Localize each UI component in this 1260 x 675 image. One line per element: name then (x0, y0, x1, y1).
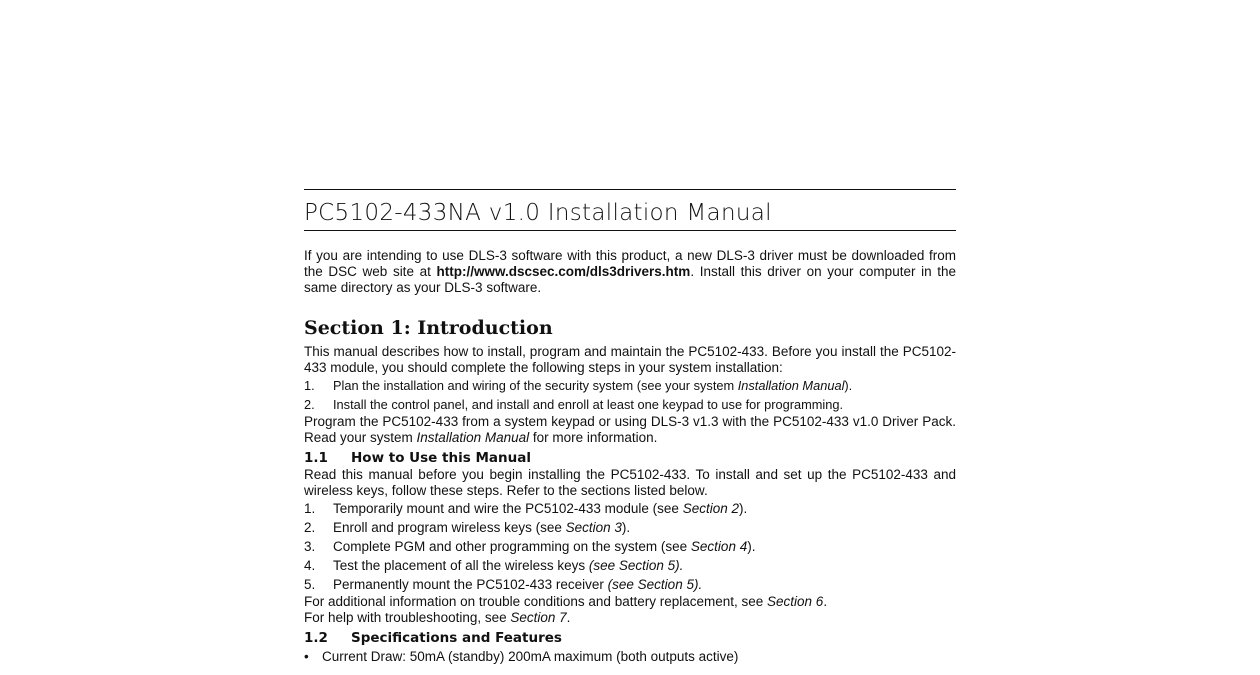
driver-download-link[interactable]: http://www.dscsec.com/dls3drivers.htm (436, 264, 691, 279)
list-item: 4. Test the placement of all the wireless keys (see Section 5). (304, 558, 684, 573)
dls-driver-notice (304, 248, 956, 296)
subsection-1-2-heading: 1.2 Specifications and Features (304, 630, 562, 646)
list-item: 5. Permanently mount the PC5102-433 receiver (see Section 5). (304, 577, 703, 592)
title-bottom-rule (304, 230, 956, 231)
reference: Section 7 (510, 610, 567, 625)
bullet-icon: • (304, 649, 309, 664)
list-item: 1. Temporarily mount and wire the PC5102-433 module (see Section 2). (304, 501, 748, 516)
setup-steps (304, 499, 956, 594)
reference: Installation Manual (416, 430, 530, 445)
reference: Section 4 (690, 539, 748, 554)
troubleshooting-line: For help with troubleshooting, see Section 7. (304, 610, 571, 625)
section-1-paragraph: This manual describes how to install, program and maintain the PC5102-433. Before you install the PC5102-433 module, you should complete the following steps in your system installation: (304, 344, 956, 375)
document-title: PC5102-433NA v1.0 Installation Manual (304, 200, 772, 226)
reference: Section 3 (565, 520, 622, 535)
list-item: 2. Install the control panel, and install and enroll at least one keypad to use for programming. (304, 397, 844, 412)
reference: (see Section 5). (588, 558, 684, 573)
reference: Section 6 (767, 594, 824, 609)
reference: Installation Manual (737, 378, 845, 393)
spec-bullet: • Current Draw: 50mA (standby) 200mA maximum (both outputs active) (304, 649, 739, 664)
notice-text: If you are intending to use DLS-3 software with this product, a new DLS-3 driver must be downloaded from the DSC web site at (304, 248, 956, 279)
subsection-1-1-heading: 1.1 How to Use this Manual (304, 450, 531, 466)
notice-text-end: . Install this driver on your computer in the same directory as your DLS-3 software. (304, 264, 956, 295)
programming-paragraph: Program the PC5102-433 from a system keypad or using DLS-3 v1.3 with the PC5102-433 v1.0 Driver Pack. Read your system Installation Manual for more information. (304, 414, 956, 445)
list-item: 3. Complete PGM and other programming on the system (see Section 4). (304, 539, 756, 554)
list-item: 1. Plan the installation and wiring of the security system (see your system Installation Manual). (304, 378, 853, 393)
reference: Section 2 (682, 501, 739, 516)
section-1-heading: Section 1: Introduction (304, 317, 553, 339)
list-item: 2. Enroll and program wireless keys (see Section 3). (304, 520, 631, 535)
manual-page (304, 189, 956, 665)
subsection-1-1-paragraph: Read this manual before you begin installing the PC5102-433. To install and set up the PC5102-433 and wireless keys, follow these steps. Refer to the sections listed below. (304, 467, 956, 498)
prerequisite-steps (304, 376, 956, 414)
additional-info-line: For additional information on trouble conditions and battery replacement, see Section 6. (304, 594, 828, 609)
reference: (see Section 5). (607, 577, 703, 592)
